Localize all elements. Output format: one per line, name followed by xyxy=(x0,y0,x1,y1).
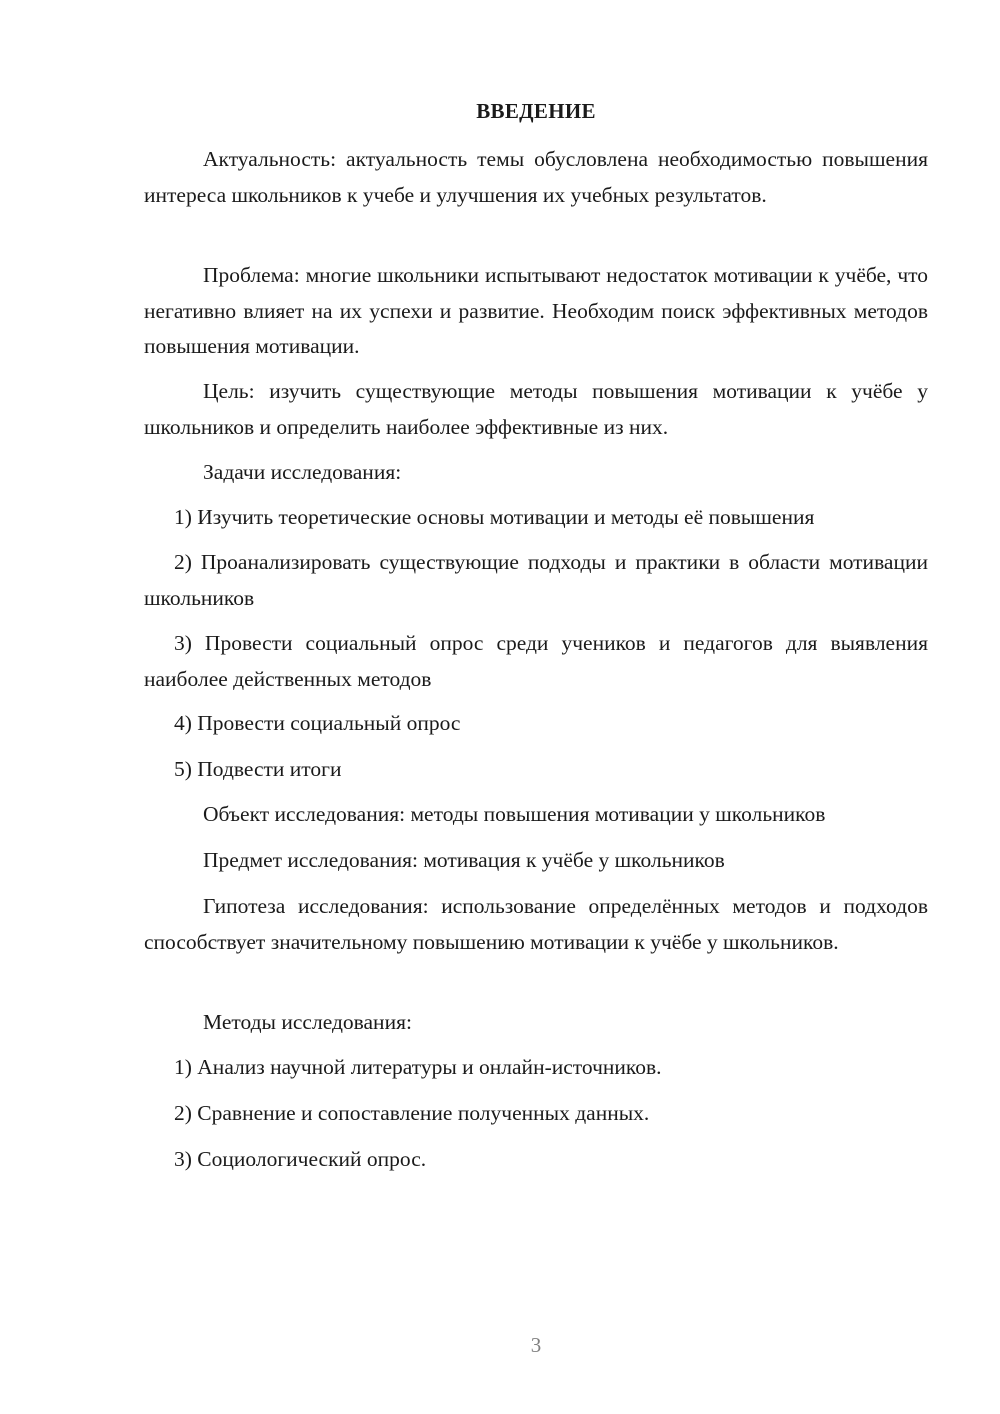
paragraph-problem: Проблема: многие школьники испытывают недостаток мотивации к учёбе, что негативно влияет на их успехи и развитие. Необходим поиск эффективных методов повышения мотивации. xyxy=(144,263,928,358)
paragraph-object: Объект исследования: методы повышения мотивации у школьников xyxy=(203,802,826,826)
section-title xyxy=(144,96,928,126)
page-number: 3 xyxy=(530,1333,542,1357)
list-item-task-3: 3) Провести социальный опрос среди учеников и педагогов для выявления наиболее действенных методов xyxy=(144,631,928,691)
paragraph-methods-heading: Методы исследования: xyxy=(203,1010,412,1034)
paragraph-hypothesis: Гипотеза исследования: использование определённых методов и подходов способствует значительному повышению мотивации к учёбе у школьников. xyxy=(144,894,928,954)
list-item-task-1: 1) Изучить теоретические основы мотивации и методы её повышения xyxy=(174,505,815,529)
list-item-task-2: 2) Проанализировать существующие подходы и практики в области мотивации школьников xyxy=(144,550,928,610)
paragraph-goal: Цель: изучить существующие методы повышения мотивации к учёбе у школьников и определить наиболее эффективные из них. xyxy=(144,379,928,439)
paragraph-subject: Предмет исследования: мотивация к учёбе у школьников xyxy=(203,848,725,872)
list-item-method-1: 1) Анализ научной литературы и онлайн-источников. xyxy=(174,1055,662,1079)
list-item-method-2: 2) Сравнение и сопоставление полученных данных. xyxy=(174,1101,650,1125)
list-item-task-4: 4) Провести социальный опрос xyxy=(174,711,461,735)
paragraph-relevance: Актуальность: актуальность темы обусловлена необходимостью повышения интереса школьников к учебе и улучшения их учебных результатов. xyxy=(144,147,928,207)
paragraph-tasks-heading: Задачи исследования: xyxy=(203,460,402,484)
section-title-text: ВВЕДЕНИЕ xyxy=(476,99,596,123)
list-item-method-3: 3) Социологический опрос. xyxy=(174,1147,427,1171)
list-item-task-5: 5) Подвести итоги xyxy=(174,757,342,781)
